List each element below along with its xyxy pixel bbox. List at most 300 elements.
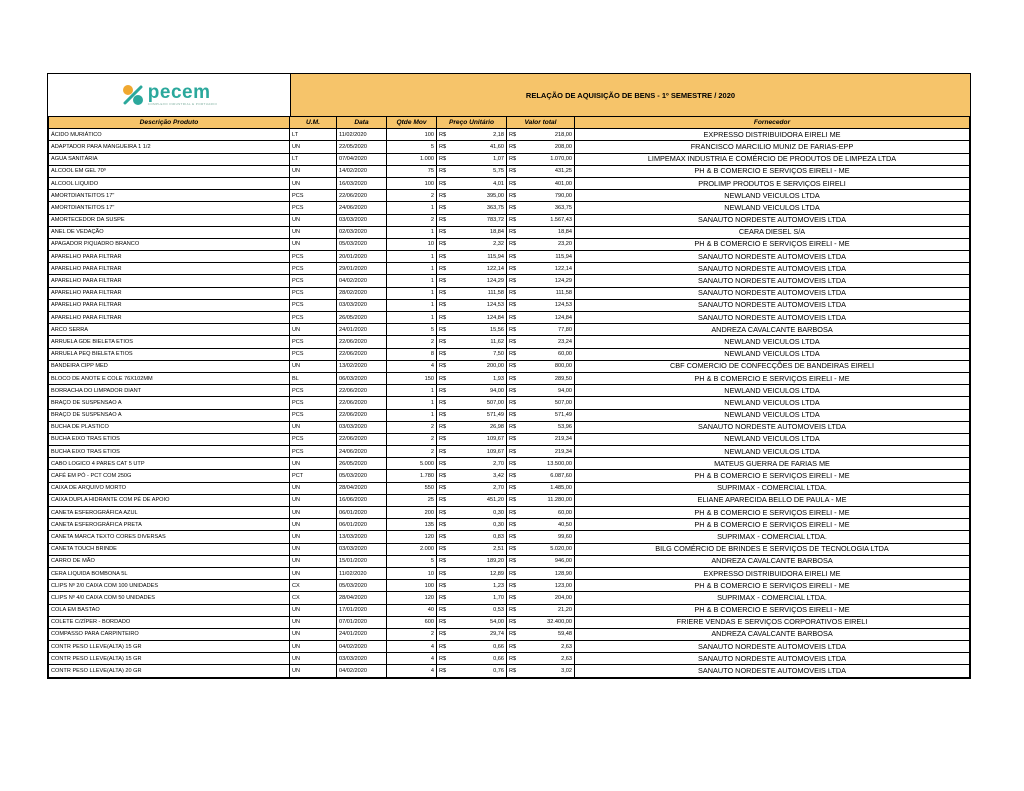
currency-cell: R$ xyxy=(507,409,523,421)
currency-cell: R$ xyxy=(507,263,523,275)
unit-of-measure: LT xyxy=(290,129,337,141)
quantity-cell: 1 xyxy=(387,263,437,275)
table-row xyxy=(49,360,970,372)
table-row xyxy=(49,470,970,482)
quantity-cell: 1 xyxy=(387,397,437,409)
table-row xyxy=(49,507,970,519)
product-description: ALCOOL EM GEL 70º xyxy=(49,165,290,177)
currency-cell: R$ xyxy=(437,433,453,445)
table-row xyxy=(49,226,970,238)
date-cell: 24/01/2020 xyxy=(337,628,387,640)
acquisition-sheet xyxy=(47,73,971,679)
date-cell: 20/01/2020 xyxy=(337,251,387,263)
unit-price-cell: 200,00 xyxy=(453,360,507,372)
total-value-cell: 23,24 xyxy=(523,336,575,348)
supplier-cell: NEWLAND VEICULOS LTDA xyxy=(575,202,970,214)
total-value-cell: 18,84 xyxy=(523,226,575,238)
column-header: Data xyxy=(337,117,387,129)
date-cell: 11/02/2020 xyxy=(337,129,387,141)
product-description: AMORTDIANTEITOS 17" xyxy=(49,202,290,214)
quantity-cell: 100 xyxy=(387,129,437,141)
unit-price-cell: 124,84 xyxy=(453,312,507,324)
table-row xyxy=(49,397,970,409)
currency-cell: R$ xyxy=(437,543,453,555)
product-description: ARRUELA GDE BIELETA ETIOS xyxy=(49,336,290,348)
pecem-logo-icon xyxy=(121,84,145,106)
date-cell: 24/06/2020 xyxy=(337,446,387,458)
total-value-cell: 5.020,00 xyxy=(523,543,575,555)
quantity-cell: 2 xyxy=(387,190,437,202)
quantity-cell: 2 xyxy=(387,336,437,348)
unit-price-cell: 124,53 xyxy=(453,299,507,311)
table-row xyxy=(49,482,970,494)
product-description: BUCHA DE PLASTICO xyxy=(49,421,290,433)
table-row xyxy=(49,604,970,616)
supplier-cell: PH & B COMERCIO E SERVIÇOS EIRELI - ME xyxy=(575,519,970,531)
supplier-cell: PH & B COMERCIO E SERVIÇOS EIRELI - ME xyxy=(575,507,970,519)
unit-price-cell: 124,29 xyxy=(453,275,507,287)
unit-price-cell: 7,50 xyxy=(453,348,507,360)
currency-cell: R$ xyxy=(437,165,453,177)
currency-cell: R$ xyxy=(507,421,523,433)
total-value-cell: 1.485,00 xyxy=(523,482,575,494)
unit-of-measure: UN xyxy=(290,604,337,616)
currency-cell: R$ xyxy=(507,555,523,567)
currency-cell: R$ xyxy=(507,287,523,299)
currency-cell: R$ xyxy=(507,604,523,616)
currency-cell: R$ xyxy=(507,360,523,372)
product-description: CARRO DE MÃO xyxy=(49,555,290,567)
supplier-cell: SUPRIMAX - COMERCIAL LTDA. xyxy=(575,531,970,543)
product-description: BANDEIRA CIPP MED xyxy=(49,360,290,372)
total-value-cell: 99,60 xyxy=(523,531,575,543)
supplier-cell: NEWLAND VEICULOS LTDA xyxy=(575,433,970,445)
currency-cell: R$ xyxy=(437,421,453,433)
quantity-cell: 4 xyxy=(387,653,437,665)
product-description: APARELHO PARA FILTRAR xyxy=(49,263,290,275)
table-row xyxy=(49,653,970,665)
unit-of-measure: UN xyxy=(290,628,337,640)
product-description: CERA LIQUIDA BOMBONA 5L xyxy=(49,567,290,579)
currency-cell: R$ xyxy=(507,299,523,311)
product-description: AGUA SANITÁRIA xyxy=(49,153,290,165)
quantity-cell: 1 xyxy=(387,202,437,214)
unit-of-measure: PCS xyxy=(290,409,337,421)
date-cell: 05/03/2020 xyxy=(337,470,387,482)
unit-of-measure: CX xyxy=(290,580,337,592)
currency-cell: R$ xyxy=(437,470,453,482)
currency-cell: R$ xyxy=(437,299,453,311)
product-description: CLIPS Nº 4/0 CAIXA COM 50 UNIDADES xyxy=(49,592,290,604)
unit-of-measure: PCS xyxy=(290,202,337,214)
total-value-cell: 124,29 xyxy=(523,275,575,287)
supplier-cell: PROLIMP PRODUTOS E SERVIÇOS EIRELI xyxy=(575,177,970,189)
supplier-cell: SANAUTO NORDESTE AUTOMOVEIS LTDA xyxy=(575,251,970,263)
unit-of-measure: BL xyxy=(290,372,337,384)
total-value-cell: 115,94 xyxy=(523,251,575,263)
date-cell: 24/01/2020 xyxy=(337,324,387,336)
quantity-cell: 1 xyxy=(387,287,437,299)
supplier-cell: PH & B COMERCIO E SERVIÇOS EIRELI - ME xyxy=(575,372,970,384)
product-description: AMORTECEDOR DA SUSPE xyxy=(49,214,290,226)
product-description: APARELHO PARA FILTRAR xyxy=(49,287,290,299)
total-value-cell: 431,25 xyxy=(523,165,575,177)
currency-cell: R$ xyxy=(507,482,523,494)
total-value-cell: 946,00 xyxy=(523,555,575,567)
total-value-cell: 23,20 xyxy=(523,238,575,250)
currency-cell: R$ xyxy=(437,482,453,494)
date-cell: 22/06/2020 xyxy=(337,190,387,202)
total-value-cell: 208,00 xyxy=(523,141,575,153)
currency-cell: R$ xyxy=(437,409,453,421)
date-cell: 07/01/2020 xyxy=(337,616,387,628)
product-description: APARELHO PARA FILTRAR xyxy=(49,251,290,263)
table-row xyxy=(49,567,970,579)
currency-cell: R$ xyxy=(437,641,453,653)
supplier-cell: CEARA DIESEL S/A xyxy=(575,226,970,238)
unit-of-measure: UN xyxy=(290,641,337,653)
date-cell: 03/03/2020 xyxy=(337,543,387,555)
product-description: APAGADOR P/QUADRO BRANCO xyxy=(49,238,290,250)
quantity-cell: 1 xyxy=(387,299,437,311)
quantity-cell: 200 xyxy=(387,507,437,519)
unit-of-measure: UN xyxy=(290,653,337,665)
currency-cell: R$ xyxy=(507,567,523,579)
table-row xyxy=(49,190,970,202)
currency-cell: R$ xyxy=(437,397,453,409)
unit-price-cell: 26,98 xyxy=(453,421,507,433)
total-value-cell: 123,00 xyxy=(523,580,575,592)
currency-cell: R$ xyxy=(437,141,453,153)
currency-cell: R$ xyxy=(507,653,523,665)
supplier-cell: ANDREZA CAVALCANTE BARBOSA xyxy=(575,628,970,640)
quantity-cell: 150 xyxy=(387,372,437,384)
date-cell: 24/06/2020 xyxy=(337,202,387,214)
currency-cell: R$ xyxy=(437,372,453,384)
unit-price-cell: 15,56 xyxy=(453,324,507,336)
product-description: CABO LOGICO 4 PARES CAT 5 UTP xyxy=(49,458,290,470)
quantity-cell: 2 xyxy=(387,214,437,226)
table-row xyxy=(49,312,970,324)
currency-cell: R$ xyxy=(437,153,453,165)
logo-name: pecem xyxy=(147,82,211,103)
quantity-cell: 2 xyxy=(387,628,437,640)
total-value-cell: 219,34 xyxy=(523,446,575,458)
currency-cell: R$ xyxy=(507,397,523,409)
table-row xyxy=(49,385,970,397)
date-cell: 16/03/2020 xyxy=(337,177,387,189)
date-cell: 28/04/2020 xyxy=(337,592,387,604)
unit-price-cell: 2,18 xyxy=(453,129,507,141)
table-row xyxy=(49,348,970,360)
quantity-cell: 120 xyxy=(387,592,437,604)
product-description: ALCOOL LIQUIDO xyxy=(49,177,290,189)
quantity-cell: 5 xyxy=(387,141,437,153)
unit-price-cell: 5,75 xyxy=(453,165,507,177)
supplier-cell: NEWLAND VEICULOS LTDA xyxy=(575,446,970,458)
unit-of-measure: UN xyxy=(290,482,337,494)
currency-cell: R$ xyxy=(507,141,523,153)
unit-of-measure: UN xyxy=(290,458,337,470)
unit-of-measure: UN xyxy=(290,165,337,177)
currency-cell: R$ xyxy=(437,129,453,141)
table-row xyxy=(49,628,970,640)
unit-of-measure: LT xyxy=(290,153,337,165)
column-header: Fornecedor xyxy=(575,117,970,129)
date-cell: 22/06/2020 xyxy=(337,385,387,397)
total-value-cell: 401,00 xyxy=(523,177,575,189)
currency-cell: R$ xyxy=(507,641,523,653)
unit-price-cell: 3,42 xyxy=(453,470,507,482)
unit-price-cell: 4,01 xyxy=(453,177,507,189)
supplier-cell: SANAUTO NORDESTE AUTOMOVEIS LTDA xyxy=(575,421,970,433)
logo-subtitle: COMPLEXO INDUSTRIAL E PORTUARIO xyxy=(147,102,218,106)
table-row xyxy=(49,165,970,177)
table-row xyxy=(49,129,970,141)
total-value-cell: 219,34 xyxy=(523,433,575,445)
unit-price-cell: 94,00 xyxy=(453,385,507,397)
total-value-cell: 3,02 xyxy=(523,665,575,677)
currency-cell: R$ xyxy=(437,592,453,604)
unit-of-measure: PCS xyxy=(290,348,337,360)
currency-cell: R$ xyxy=(437,360,453,372)
column-header: Qtde Mov xyxy=(387,117,437,129)
date-cell: 05/03/2020 xyxy=(337,580,387,592)
date-cell: 22/06/2020 xyxy=(337,397,387,409)
date-cell: 04/02/2020 xyxy=(337,641,387,653)
quantity-cell: 1 xyxy=(387,312,437,324)
currency-cell: R$ xyxy=(437,214,453,226)
product-description: CANETA MARCA TEXTO CORES DIVERSAS xyxy=(49,531,290,543)
currency-cell: R$ xyxy=(437,665,453,677)
total-value-cell: 2,63 xyxy=(523,641,575,653)
currency-cell: R$ xyxy=(437,348,453,360)
total-value-cell: 32.400,00 xyxy=(523,616,575,628)
unit-of-measure: UN xyxy=(290,519,337,531)
total-value-cell: 53,96 xyxy=(523,421,575,433)
table-header-row xyxy=(49,117,970,129)
quantity-cell: 5.000 xyxy=(387,458,437,470)
currency-cell: R$ xyxy=(437,312,453,324)
product-description: CAIXA DE ARQUIVO MORTO xyxy=(49,482,290,494)
unit-of-measure: PCS xyxy=(290,275,337,287)
unit-price-cell: 0,30 xyxy=(453,519,507,531)
product-description: CANETA TOUCH BRINDE xyxy=(49,543,290,555)
quantity-cell: 4 xyxy=(387,665,437,677)
unit-price-cell: 2,70 xyxy=(453,482,507,494)
currency-cell: R$ xyxy=(507,446,523,458)
date-cell: 22/06/2020 xyxy=(337,433,387,445)
date-cell: 14/02/2020 xyxy=(337,165,387,177)
unit-of-measure: PCS xyxy=(290,312,337,324)
unit-price-cell: 109,67 xyxy=(453,433,507,445)
table-row xyxy=(49,238,970,250)
currency-cell: R$ xyxy=(437,385,453,397)
table-row xyxy=(49,251,970,263)
report-title: RELAÇÃO DE AQUISIÇÃO DE BENS - 1º SEMESTRE / 2020 xyxy=(291,74,970,116)
date-cell: 04/02/2020 xyxy=(337,665,387,677)
quantity-cell: 135 xyxy=(387,519,437,531)
product-description: CONTR PESO LLEVE(ALTA) 20 GR xyxy=(49,665,290,677)
currency-cell: R$ xyxy=(437,519,453,531)
quantity-cell: 75 xyxy=(387,165,437,177)
unit-of-measure: UN xyxy=(290,421,337,433)
quantity-cell: 1 xyxy=(387,275,437,287)
unit-price-cell: 395,00 xyxy=(453,190,507,202)
currency-cell: R$ xyxy=(437,580,453,592)
total-value-cell: 790,00 xyxy=(523,190,575,202)
table-row xyxy=(49,409,970,421)
table-row xyxy=(49,494,970,506)
currency-cell: R$ xyxy=(437,531,453,543)
unit-price-cell: 18,84 xyxy=(453,226,507,238)
currency-cell: R$ xyxy=(507,177,523,189)
table-row xyxy=(49,287,970,299)
date-cell: 29/01/2020 xyxy=(337,263,387,275)
quantity-cell: 2 xyxy=(387,433,437,445)
unit-of-measure: UN xyxy=(290,507,337,519)
currency-cell: R$ xyxy=(507,214,523,226)
supplier-cell: SUPRIMAX - COMERCIAL LTDA. xyxy=(575,482,970,494)
date-cell: 22/06/2020 xyxy=(337,336,387,348)
currency-cell: R$ xyxy=(437,458,453,470)
product-description: CANETA ESFEROGRÁFICA PRETA xyxy=(49,519,290,531)
total-value-cell: 11.280,00 xyxy=(523,494,575,506)
unit-price-cell: 0,83 xyxy=(453,531,507,543)
supplier-cell: SANAUTO NORDESTE AUTOMOVEIS LTDA xyxy=(575,299,970,311)
currency-cell: R$ xyxy=(507,336,523,348)
unit-price-cell: 115,94 xyxy=(453,251,507,263)
date-cell: 07/04/2020 xyxy=(337,153,387,165)
currency-cell: R$ xyxy=(507,165,523,177)
total-value-cell: 1.567,43 xyxy=(523,214,575,226)
quantity-cell: 1 xyxy=(387,385,437,397)
currency-cell: R$ xyxy=(437,177,453,189)
quantity-cell: 1.780 xyxy=(387,470,437,482)
table-row xyxy=(49,372,970,384)
currency-cell: R$ xyxy=(507,312,523,324)
currency-cell: R$ xyxy=(437,604,453,616)
supplier-cell: NEWLAND VEICULOS LTDA xyxy=(575,409,970,421)
total-value-cell: 571,49 xyxy=(523,409,575,421)
currency-cell: R$ xyxy=(437,507,453,519)
unit-of-measure: PCS xyxy=(290,190,337,202)
unit-price-cell: 12,89 xyxy=(453,567,507,579)
currency-cell: R$ xyxy=(507,275,523,287)
total-value-cell: 60,00 xyxy=(523,348,575,360)
product-description: COLA EM BASTAO xyxy=(49,604,290,616)
date-cell: 15/01/2020 xyxy=(337,555,387,567)
table-row xyxy=(49,141,970,153)
quantity-cell: 1.000 xyxy=(387,153,437,165)
currency-cell: R$ xyxy=(437,616,453,628)
supplier-cell: SUPRIMAX - COMERCIAL LTDA. xyxy=(575,592,970,604)
total-value-cell: 111,58 xyxy=(523,287,575,299)
total-value-cell: 122,14 xyxy=(523,263,575,275)
currency-cell: R$ xyxy=(437,555,453,567)
product-description: BRAÇO DE SUSPENSAO A xyxy=(49,409,290,421)
table-row xyxy=(49,458,970,470)
supplier-cell: ANDREZA CAVALCANTE BARBOSA xyxy=(575,555,970,567)
supplier-cell: NEWLAND VEICULOS LTDA xyxy=(575,336,970,348)
unit-price-cell: 0,66 xyxy=(453,641,507,653)
unit-price-cell: 1,93 xyxy=(453,372,507,384)
currency-cell: R$ xyxy=(437,275,453,287)
quantity-cell: 5 xyxy=(387,555,437,567)
unit-of-measure: UN xyxy=(290,177,337,189)
total-value-cell: 94,00 xyxy=(523,385,575,397)
currency-cell: R$ xyxy=(507,190,523,202)
supplier-cell: PH & B COMERCIO E SERVIÇOS EIRELI - ME xyxy=(575,604,970,616)
unit-of-measure: PCS xyxy=(290,299,337,311)
currency-cell: R$ xyxy=(437,653,453,665)
quantity-cell: 10 xyxy=(387,238,437,250)
currency-cell: R$ xyxy=(507,372,523,384)
supplier-cell: PH & B COMERCIO E SERVIÇOS EIRELI - ME xyxy=(575,470,970,482)
logo-cell xyxy=(48,74,291,116)
supplier-cell: ELIANE APARECIDA BELLO DE PAULA - ME xyxy=(575,494,970,506)
currency-cell: R$ xyxy=(437,628,453,640)
product-description: CAFÉ EM PÓ - PCT COM 250G xyxy=(49,470,290,482)
product-description: CLIPS Nº 2/0 CAIXA COM 100 UNIDADES xyxy=(49,580,290,592)
date-cell: 13/03/2020 xyxy=(337,531,387,543)
product-description: BUCHA EIXO TRAS ETIOS xyxy=(49,446,290,458)
total-value-cell: 2,63 xyxy=(523,653,575,665)
table-row xyxy=(49,214,970,226)
date-cell: 06/03/2020 xyxy=(337,372,387,384)
supplier-cell: BILG COMÉRCIO DE BRINDES E SERVIÇOS DE TECNOLOGIA LTDA xyxy=(575,543,970,555)
total-value-cell: 363,75 xyxy=(523,202,575,214)
table-row xyxy=(49,263,970,275)
supplier-cell: PH & B COMERCIO E SERVIÇOS EIRELI - ME xyxy=(575,165,970,177)
total-value-cell: 218,00 xyxy=(523,129,575,141)
unit-of-measure: PCS xyxy=(290,397,337,409)
product-description: CONTR PESO LLEVE(ALTA) 15 GR xyxy=(49,641,290,653)
unit-price-cell: 0,76 xyxy=(453,665,507,677)
unit-of-measure: UN xyxy=(290,616,337,628)
currency-cell: R$ xyxy=(437,324,453,336)
unit-price-cell: 363,75 xyxy=(453,202,507,214)
currency-cell: R$ xyxy=(437,238,453,250)
total-value-cell: 1.070,00 xyxy=(523,153,575,165)
column-header: Preço Unitário xyxy=(437,117,507,129)
product-description: ÁCIDO MURIÁTICO xyxy=(49,129,290,141)
quantity-cell: 1 xyxy=(387,226,437,238)
supplier-cell: SANAUTO NORDESTE AUTOMOVEIS LTDA xyxy=(575,312,970,324)
unit-price-cell: 0,66 xyxy=(453,653,507,665)
currency-cell: R$ xyxy=(507,470,523,482)
table-row xyxy=(49,336,970,348)
date-cell: 06/01/2020 xyxy=(337,507,387,519)
unit-of-measure: UN xyxy=(290,543,337,555)
unit-of-measure: CX xyxy=(290,592,337,604)
table-row xyxy=(49,592,970,604)
currency-cell: R$ xyxy=(507,458,523,470)
date-cell: 02/03/2020 xyxy=(337,226,387,238)
currency-cell: R$ xyxy=(507,507,523,519)
unit-of-measure: UN xyxy=(290,324,337,336)
quantity-cell: 120 xyxy=(387,531,437,543)
quantity-cell: 8 xyxy=(387,348,437,360)
product-description: CAIXA DUPLA HIDRANTE COM PÉ DE APOIO xyxy=(49,494,290,506)
unit-price-cell: 2,70 xyxy=(453,458,507,470)
date-cell: 03/03/2020 xyxy=(337,653,387,665)
supplier-cell: SANAUTO NORDESTE AUTOMOVEIS LTDA xyxy=(575,653,970,665)
total-value-cell: 124,53 xyxy=(523,299,575,311)
date-cell: 22/06/2020 xyxy=(337,409,387,421)
total-value-cell: 77,80 xyxy=(523,324,575,336)
quantity-cell: 2 xyxy=(387,446,437,458)
